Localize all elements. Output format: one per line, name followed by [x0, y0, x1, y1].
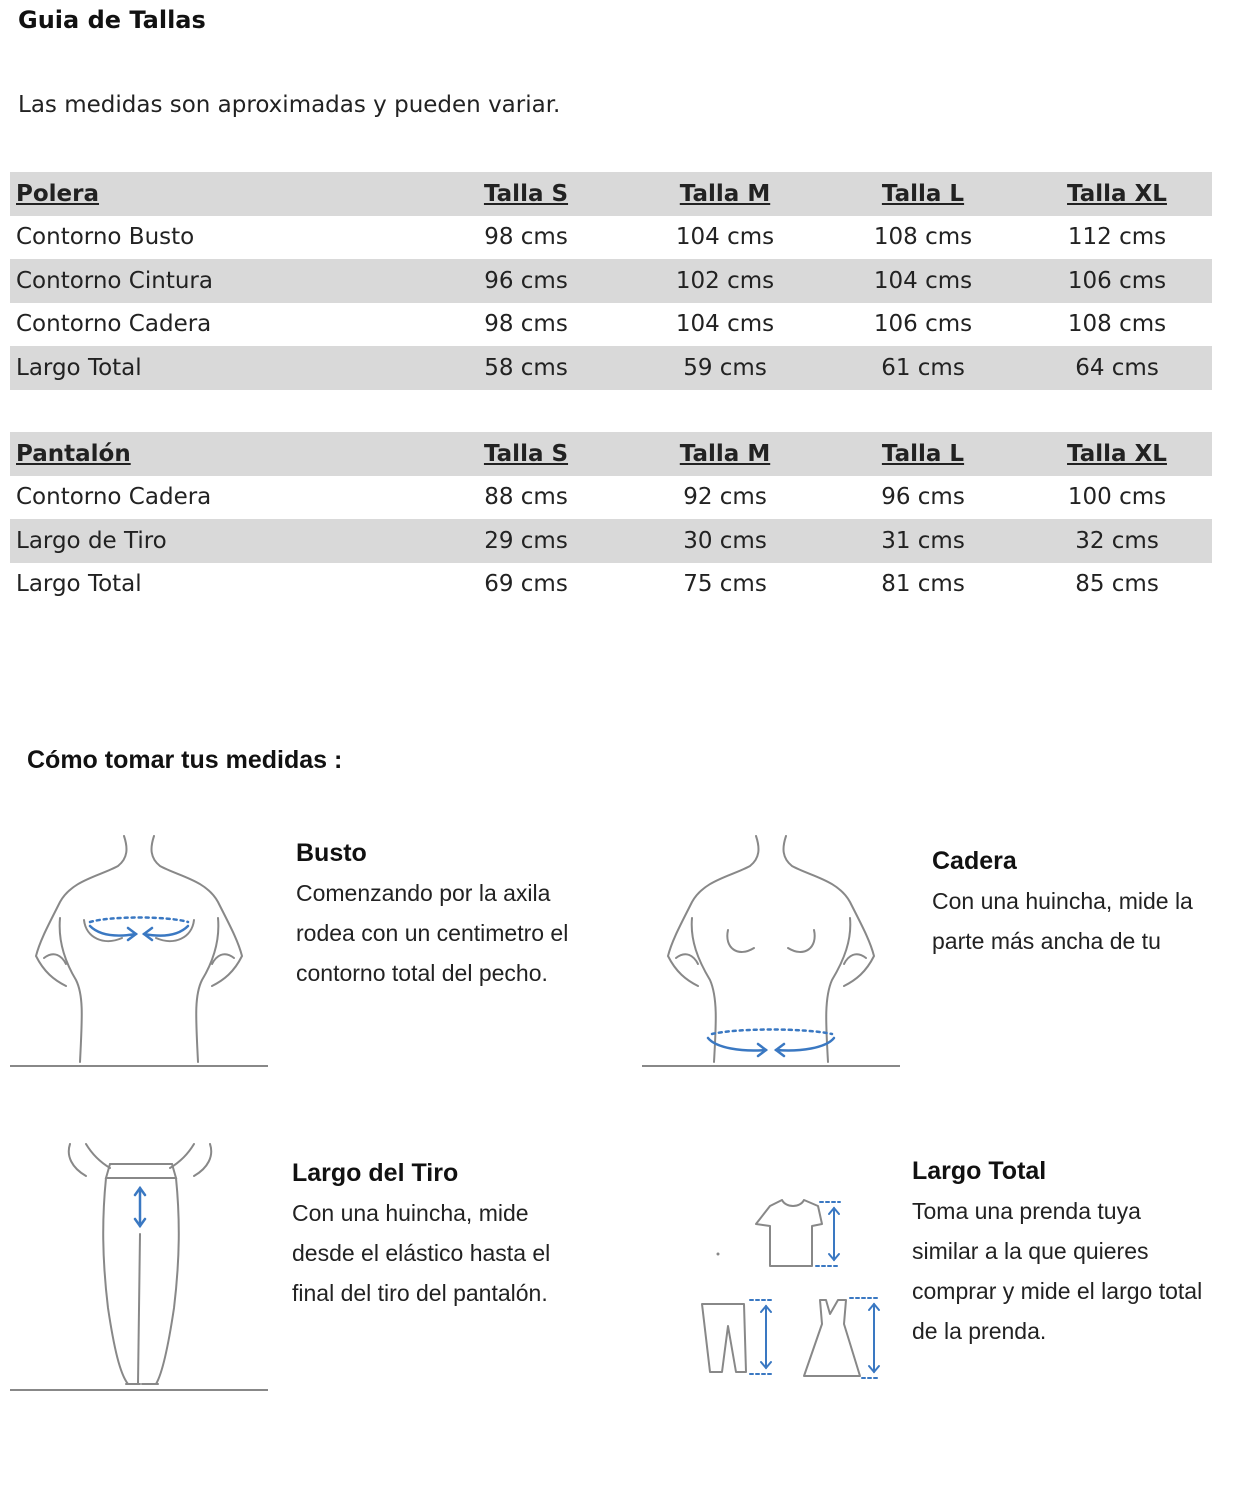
table-cell: 58 cms	[484, 354, 568, 381]
intro-text: Las medidas son aproximadas y pueden variar.	[18, 92, 561, 118]
table-cell: 104 cms	[675, 224, 775, 251]
table-header-cell: Talla M	[679, 440, 771, 467]
table-row	[10, 216, 1212, 260]
table-header-cell: Talla M	[679, 180, 771, 207]
table-row	[10, 346, 1212, 390]
table-cell: 61 cms	[881, 354, 965, 381]
table-header-cell: Talla L	[881, 180, 965, 207]
bust-description	[296, 833, 568, 993]
description-line: contorno total del pecho.	[296, 960, 548, 986]
bust-title: Busto	[296, 839, 367, 867]
table-row	[10, 519, 1212, 563]
total-length-title: Largo Total	[912, 1157, 1047, 1185]
total-length-description	[912, 1151, 1202, 1351]
description-line: Toma una prenda tuya	[912, 1198, 1141, 1224]
table-cell: 32 cms	[1075, 527, 1159, 554]
table-cell: 98 cms	[484, 311, 568, 338]
description-line: de la prenda.	[912, 1318, 1047, 1344]
table-cell: Largo Total	[16, 571, 142, 598]
rise-title: Largo del Tiro	[292, 1159, 459, 1187]
bust-measure-illustration	[10, 830, 270, 1070]
table-header-cell: Talla XL	[1067, 180, 1167, 207]
table-cell: 106 cms	[1067, 267, 1167, 294]
how-to-measure-title: Cómo tomar tus medidas :	[27, 746, 343, 774]
description-line: desde el elástico hasta el	[292, 1240, 551, 1266]
table-cell: 31 cms	[881, 527, 965, 554]
table-cell: 88 cms	[484, 484, 568, 511]
table-cell: 96 cms	[484, 267, 568, 294]
table-cell: 69 cms	[484, 571, 568, 598]
table-header-row	[10, 172, 1212, 216]
table-cell: 96 cms	[881, 484, 965, 511]
table-cell: 29 cms	[484, 527, 568, 554]
table-header-cell: Polera	[16, 180, 100, 207]
rise-description	[292, 1153, 550, 1313]
polera-size-table	[10, 172, 1212, 390]
table-cell: 92 cms	[683, 484, 767, 511]
description-line: Con una huincha, mide	[292, 1200, 529, 1226]
description-line: final del tiro del pantalón.	[292, 1280, 548, 1306]
total-length-illustration	[696, 1196, 896, 1386]
table-row	[10, 259, 1212, 303]
table-cell: 81 cms	[881, 571, 965, 598]
table-cell: 30 cms	[683, 527, 767, 554]
table-row	[10, 476, 1212, 520]
table-cell: 104 cms	[675, 311, 775, 338]
table-header-cell: Pantalón	[16, 440, 131, 467]
table-cell: 102 cms	[675, 267, 775, 294]
table-cell: 104 cms	[873, 267, 973, 294]
description-line: parte más ancha de tu	[932, 928, 1161, 954]
table-cell: Contorno Cintura	[16, 267, 213, 294]
table-cell: Largo Total	[16, 354, 142, 381]
table-cell: 75 cms	[683, 571, 767, 598]
hip-title: Cadera	[932, 847, 1017, 875]
description-line: similar a la que quieres	[912, 1238, 1149, 1264]
table-header-cell: Talla L	[881, 440, 965, 467]
table-cell: 64 cms	[1075, 354, 1159, 381]
description-line: comprar y mide el largo total	[912, 1278, 1203, 1304]
table-cell: 112 cms	[1067, 224, 1167, 251]
table-cell: 59 cms	[683, 354, 767, 381]
rise-measure-illustration	[10, 1138, 270, 1394]
hip-measure-illustration	[642, 830, 902, 1070]
table-header-cell: Talla S	[483, 440, 569, 467]
description-line: Con una huincha, mide la	[932, 888, 1193, 914]
table-row	[10, 563, 1212, 607]
pantalon-size-table	[10, 432, 1212, 606]
table-cell: Contorno Cadera	[16, 484, 212, 511]
table-row	[10, 303, 1212, 347]
table-header-cell: Talla XL	[1067, 440, 1167, 467]
table-cell: 108 cms	[1067, 311, 1167, 338]
table-cell: Largo de Tiro	[16, 527, 167, 554]
page-title: Guia de Tallas	[18, 6, 206, 34]
table-header-cell: Talla S	[483, 180, 569, 207]
table-cell: Contorno Cadera	[16, 311, 212, 338]
description-line: Comenzando por la axila	[296, 880, 551, 906]
table-cell: 85 cms	[1075, 571, 1159, 598]
table-cell: Contorno Busto	[16, 224, 195, 251]
table-cell: 98 cms	[484, 224, 568, 251]
table-header-row	[10, 432, 1212, 476]
description-line: rodea con un centimetro el	[296, 920, 569, 946]
table-cell: 106 cms	[873, 311, 973, 338]
table-cell: 100 cms	[1067, 484, 1167, 511]
table-cell: 108 cms	[873, 224, 973, 251]
hip-description	[932, 841, 1193, 961]
